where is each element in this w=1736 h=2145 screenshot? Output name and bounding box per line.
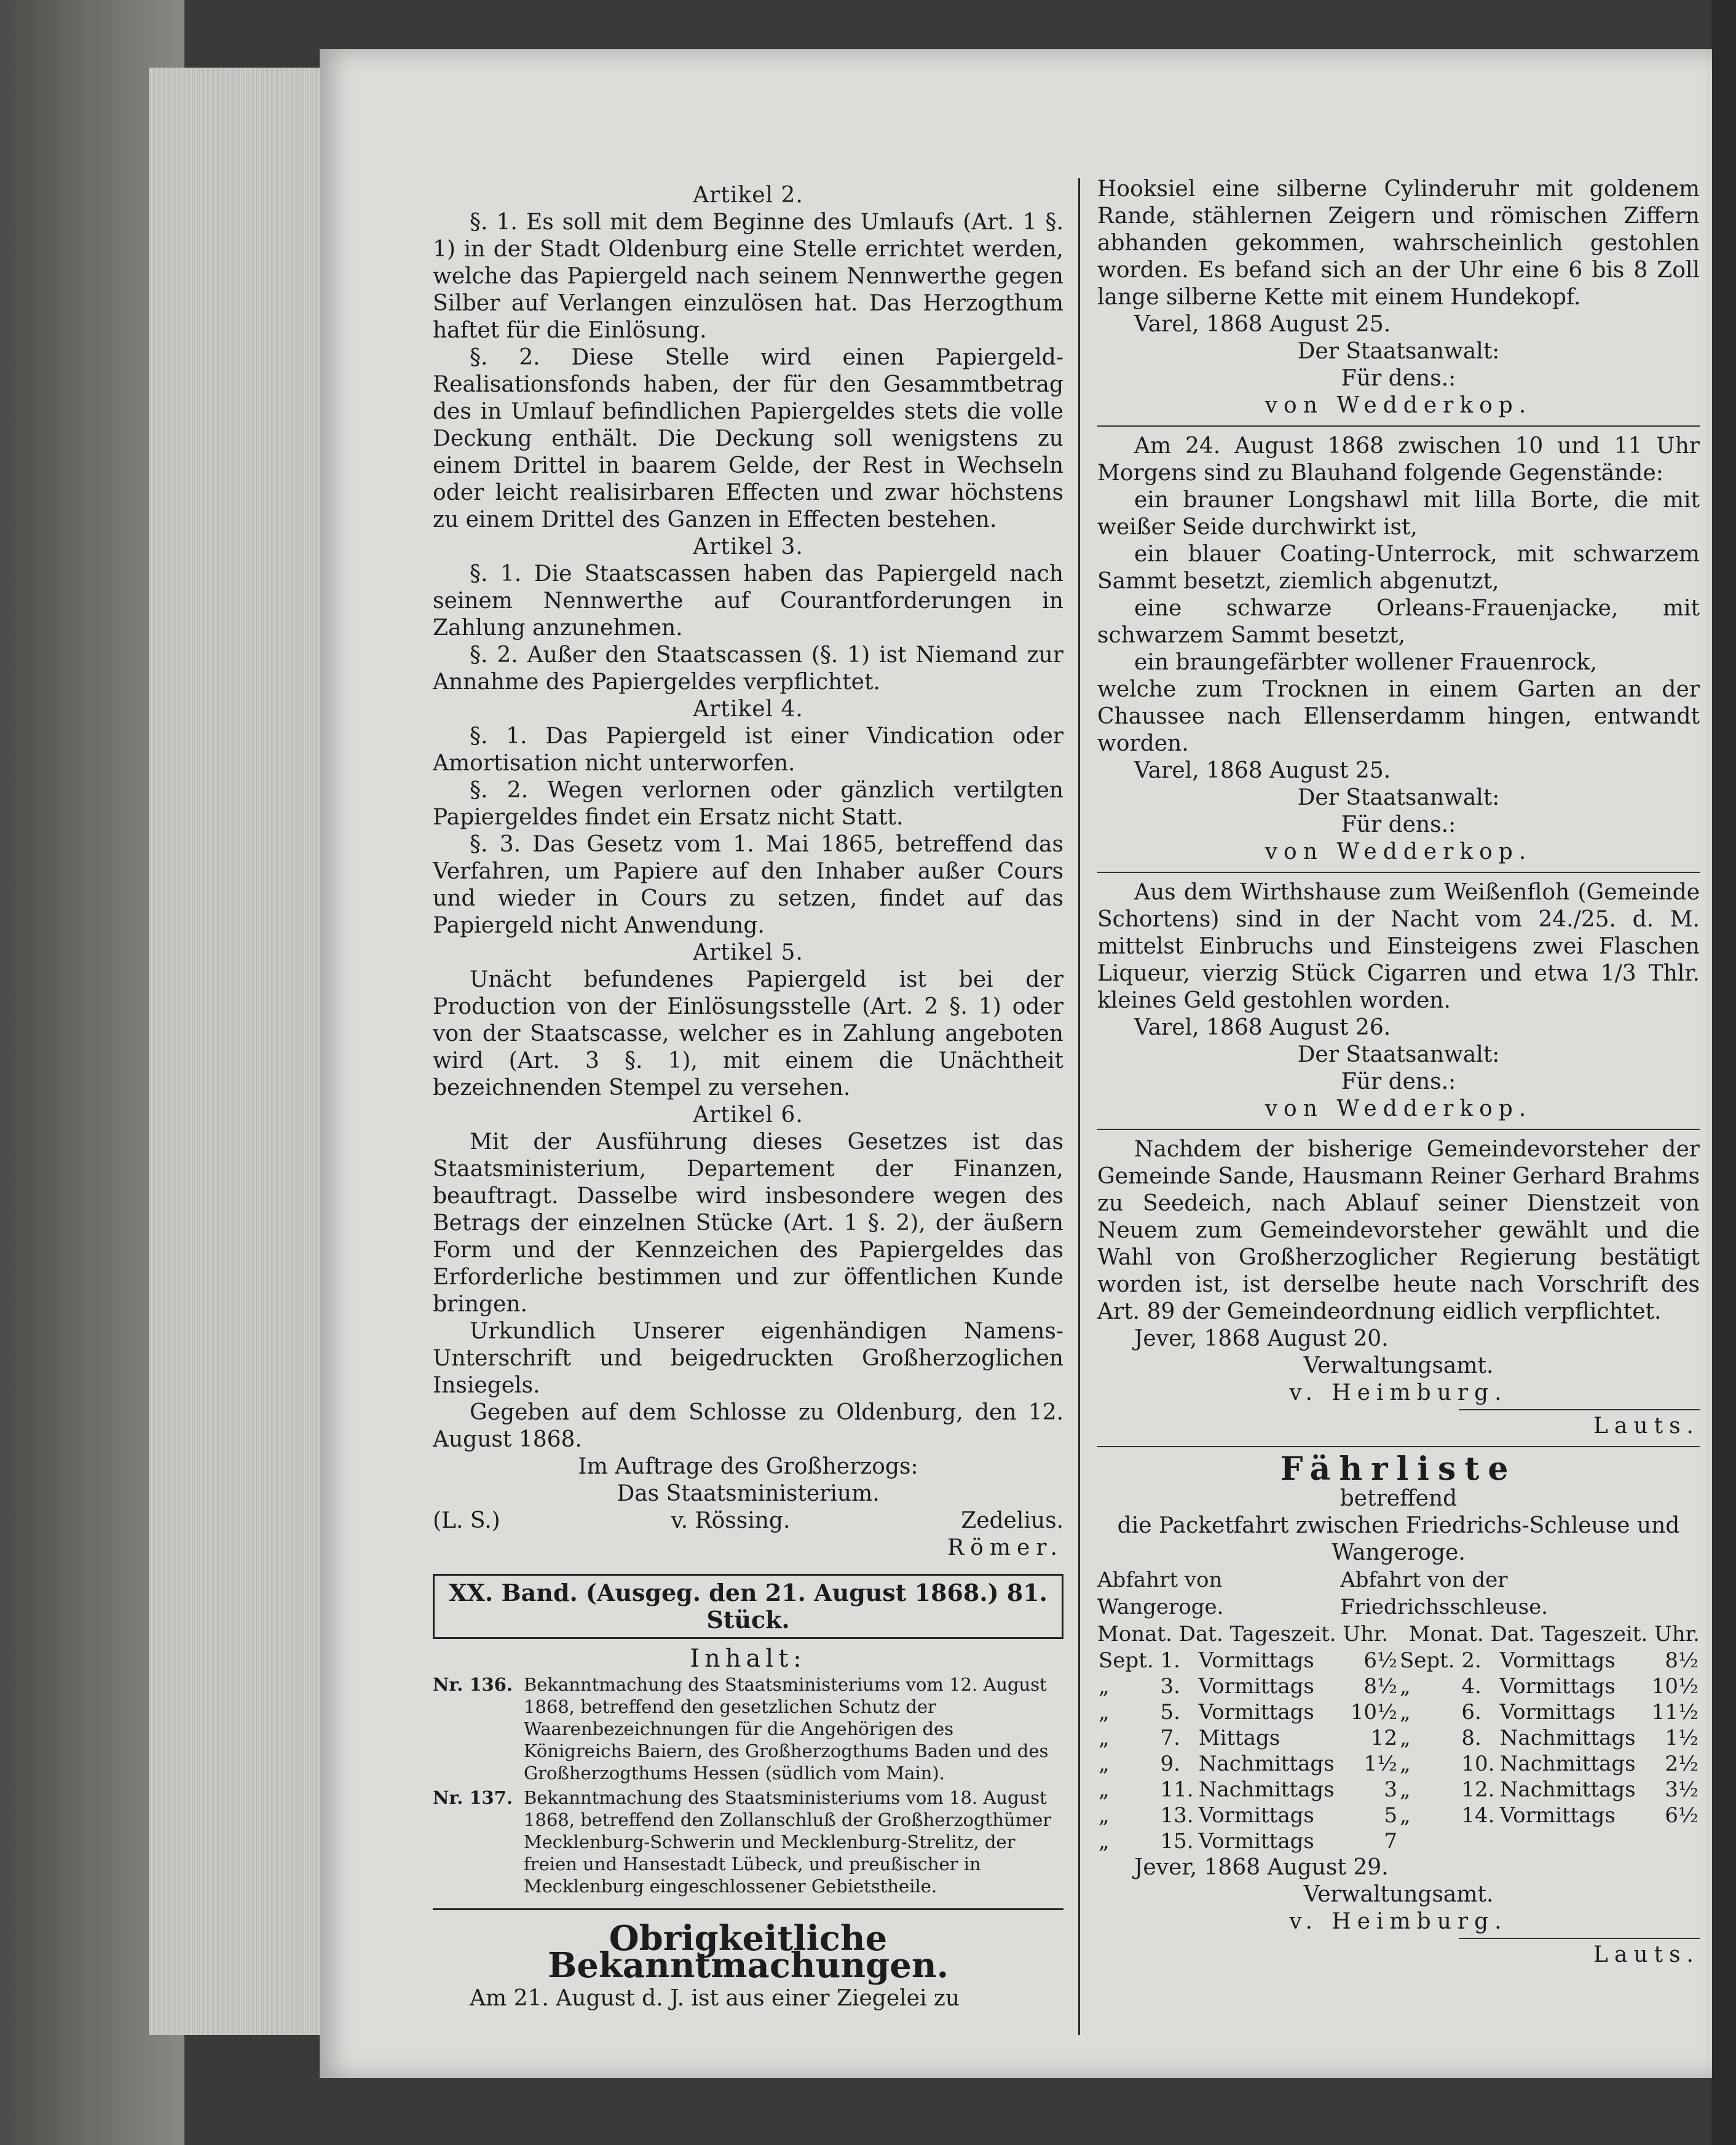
schedule-cell: 10. (1461, 1752, 1495, 1776)
article-6-para-1: Mit der Ausführung dieses Gesetzes ist das Staatsministerium, Departement der Finanzen, beauftragt. Dasselbe wird insbesondere wegen des Betrags der einzelnen Stücke (Art. 1 §. 2), der äußern Form und der Kennzeichen des Papiergeldes das Erforderliche bestimmen und zur öffentlichen Kunde bringen. (433, 1129, 1063, 1317)
faehrliste-betreffend: betreffend (1339, 1486, 1458, 1511)
schedule-row (1097, 1648, 1700, 1673)
schedule-cell: 1. (1160, 1648, 1180, 1673)
schedule-cell: 10½ (1350, 1700, 1397, 1724)
schedule-cell: 8½ (1363, 1674, 1397, 1699)
schedule-cell: Vormittags (1198, 1700, 1314, 1724)
header-from-friedrichsschleuse: Abfahrt von der Friedrichsschleuse. (1340, 1568, 1548, 1619)
schedule-cell: Sept. (1099, 1648, 1154, 1673)
schedule-cell: 10½ (1651, 1674, 1699, 1699)
schedule-row (1097, 1777, 1700, 1803)
divider (1097, 425, 1700, 427)
schedule-cell: 5 (1384, 1803, 1397, 1828)
article-4-para-3: §. 3. Das Gesetz vom 1. Mai 1865, betreffend das Verfahren, um Papiere auf den Inhaber außer Cours und wieder in Cours zu setzen, findet auf das Papiergeld nicht Anwendung. (433, 832, 1063, 938)
schedule-cell: 6. (1461, 1700, 1482, 1724)
schedule-cell: Mittags (1198, 1726, 1280, 1750)
notice-4-office: Verwaltungsamt. (1303, 1353, 1494, 1378)
notice-3-date: Varel, 1868 August 26. (1134, 1015, 1391, 1040)
schedule-cell: Vormittags (1499, 1700, 1616, 1724)
schedule-cell: 15. (1160, 1829, 1194, 1854)
schedule-cell: Nachmittags (1499, 1726, 1636, 1750)
article-4-heading: Artikel 4. (693, 697, 803, 722)
schedule-row (1097, 1699, 1700, 1725)
notice-4-date: Jever, 1868 August 20. (1134, 1326, 1389, 1351)
schedule-cell: 13. (1160, 1803, 1194, 1828)
signature-roemer: Römer. (947, 1535, 1063, 1560)
schedule-cell: Vormittags (1198, 1648, 1314, 1673)
schedule-cell: Nachmittags (1198, 1752, 1335, 1776)
notice-2-item: ein blauer Coating-Unterrock, mit schwarzem Sammt besetzt, ziemlich abgenutzt, (1097, 542, 1700, 594)
auftrag-line: Im Auftrage des Großherzogs: (578, 1454, 918, 1479)
faehrliste-subtitle: die Packetfahrt zwischen Friedrichs-Schleuse und Wangeroge. (1117, 1513, 1680, 1565)
schedule-cell: 6½ (1665, 1803, 1699, 1828)
schedule-cell: 12 (1370, 1726, 1397, 1750)
schedule-cell: „ (1399, 1803, 1411, 1828)
schedule-cell: „ (1099, 1829, 1110, 1854)
faehrliste-signature: v. Heimburg. (1289, 1909, 1508, 1934)
issue-band: XX. Band. (Ausgeg. den 21. August 1868.) 81. Stück. (433, 1574, 1063, 1639)
faehrliste-title: Fährliste (1280, 1450, 1517, 1488)
short-divider (1459, 1938, 1700, 1939)
notice-3-text: Aus dem Wirthshause zum Weißenfloh (Gemeinde Schortens) sind in der Nacht vom 24./25. d. M. mittelst Einbruchs und Einsteigens zwei Flaschen Liqueur, vierzig Stück Cigarren und etwa 1/3 Thlr. kleines Geld gestohlen worden. (1097, 880, 1700, 1013)
toc-number: Nr. 137. (433, 1787, 513, 1808)
header-from-wangeroge: Abfahrt von Wangeroge. (1097, 1568, 1224, 1619)
short-divider (1459, 1409, 1700, 1410)
schedule-cell: 1½ (1363, 1752, 1397, 1776)
schedule-cell: 14. (1461, 1803, 1495, 1828)
table-of-contents (433, 1645, 1063, 1910)
schedule-cell: 12. (1461, 1777, 1495, 1802)
notice-3-fuer: Für dens.: (1341, 1069, 1456, 1094)
schedule-cell: 11. (1160, 1777, 1194, 1802)
schedule-cell: Vormittags (1499, 1803, 1616, 1828)
schedule-cell: 7 (1384, 1829, 1397, 1854)
toc-number: Nr. 136. (433, 1674, 513, 1695)
schedule-cell: Nachmittags (1499, 1777, 1636, 1802)
notice-1-office: Der Staatsanwalt: (1297, 339, 1500, 364)
notice-3-signature: von Wedderkop. (1265, 1096, 1533, 1121)
schedule-cell: „ (1099, 1803, 1110, 1828)
notice-2-item: ein brauner Longshawl mit lilla Borte, die mit weißer Seide durchwirkt ist, (1097, 488, 1700, 540)
schedule-cell: 8½ (1665, 1648, 1699, 1673)
schedule-row (1097, 1828, 1700, 1854)
article-5-para-1: Unächt befundenes Papiergeld ist bei der Production von der Einlösungsstelle (Art. 2 §. 1) oder von der Staatscasse, welcher es in Zahlung angeboten wird (Art. 3 §. 1), mit einem die Unächtheit bezeichnenden Stempel zu versehen. (433, 967, 1063, 1100)
schedule-cell: 11½ (1651, 1700, 1699, 1724)
notice-4-signature-2: Lauts. (1593, 1413, 1700, 1439)
schedule-cell: 2. (1461, 1648, 1482, 1673)
book-page-edges (148, 68, 327, 2035)
article-4-para-1: §. 1. Das Papiergeld ist einer Vindication oder Amortisation nicht unterworfen. (433, 724, 1063, 776)
schedule-cell: „ (1099, 1752, 1110, 1776)
notice-4-text: Nachdem der bisherige Gemeindevorsteher der Gemeinde Sande, Hausmann Reiner Gerhard Brahms zu Seedeich, nach Ablauf seiner Dienstzeit von Neuem zum Gemeindevorsteher gewählt und die Wahl von Großherzoglicher Regierung bestätigt worden ist, ist derselbe heute nach Vorschrift des Art. 89 der Gemeindeordnung eidlich verpflichtet. (1097, 1137, 1700, 1324)
notice-1-text: Hooksiel eine silberne Cylinderuhr mit goldenem Rande, stählernen Zeigern und römischen Ziffern abhanden gekommen, wahrscheinlich gestohlen worden. Es befand sich an der Uhr eine 6 bis 8 Zoll lange silberne Kette mit einem Hundekopf. (1097, 176, 1700, 310)
schedule-cell: „ (1099, 1674, 1110, 1699)
schedule-cell: 8. (1461, 1726, 1482, 1750)
schedule-cell: Vormittags (1499, 1674, 1616, 1699)
article-3-para-1: §. 1. Die Staatscassen haben das Papiergeld nach seinem Nennwerthe auf Courantforderungen in Zahlung anzunehmen. (433, 561, 1063, 641)
notice-2-date: Varel, 1868 August 25. (1134, 758, 1391, 783)
schedule-cell (1647, 1828, 1700, 1854)
notice-1-fuer: Für dens.: (1341, 366, 1456, 391)
signature-zedelius: Zedelius. (961, 1508, 1063, 1533)
schedule-cell: 3½ (1665, 1777, 1699, 1802)
schedule-cell (1399, 1828, 1460, 1854)
notice-2-end: welche zum Trocknen in einem Garten an der Chaussee nach Ellenserdamm hingen, entwandt worden. (1097, 677, 1700, 756)
article-6-heading: Artikel 6. (693, 1102, 803, 1128)
notice-2-item: ein braungefärbter wollener Frauenrock, (1134, 650, 1597, 675)
schedule-cell: Vormittags (1198, 1803, 1314, 1828)
toc-item (433, 1787, 1063, 1897)
schedule-row (1097, 1751, 1700, 1777)
schedule-cell (1499, 1828, 1647, 1854)
article-3-para-2: §. 2. Außer den Staatscassen (§. 1) ist Niemand zur Annahme des Papiergeldes verpflichtet. (433, 642, 1063, 695)
article-2-para-2: §. 2. Diese Stelle wird einen Papiergeld-Realisationsfonds haben, der für den Gesammtbetrag des in Umlauf befindlichen Papiergeldes stets die volle Deckung enthält. Die Deckung soll wenigstens zu einem Drittel in baarem Gelde, der Rest in Wechseln oder leicht realisirbaren Effecten und zwar höchstens zu einem Drittel des Ganzen in Effecten bestehen. (433, 345, 1063, 532)
schedule-cell: „ (1399, 1752, 1411, 1776)
left-column (433, 182, 1063, 2012)
faehrliste-date: Jever, 1868 August 29. (1134, 1855, 1389, 1880)
schedule-cell: Vormittags (1499, 1648, 1616, 1673)
signature-row (433, 1507, 1063, 1535)
schedule-row (1097, 1673, 1700, 1699)
schedule-cell: „ (1099, 1726, 1110, 1750)
schedule-cell: Vormittags (1198, 1674, 1314, 1699)
schedule-cell: 4. (1461, 1674, 1482, 1699)
signature-roessing: v. Rössing. (671, 1508, 791, 1533)
notice-3-office: Der Staatsanwalt: (1297, 1042, 1500, 1067)
notice-2-item: eine schwarze Orleans-Frauenjacke, mit schwarzem Sammt besetzt, (1097, 596, 1700, 648)
schedule-row (1097, 1803, 1700, 1828)
schedule-cell: 9. (1160, 1752, 1180, 1776)
notice-2-office: Der Staatsanwalt: (1297, 785, 1500, 810)
notice-4-signature: v. Heimburg. (1289, 1380, 1508, 1405)
schedule-row (1097, 1725, 1700, 1751)
schedule-headers (1097, 1566, 1700, 1621)
schedule-cell: Vormittags (1198, 1829, 1314, 1854)
schedule-cell: 2½ (1665, 1752, 1699, 1776)
schedule-cell: Nachmittags (1499, 1752, 1636, 1776)
divider (1097, 872, 1700, 873)
schedule-cell: „ (1099, 1700, 1110, 1724)
notice-1-start: Am 21. August d. J. ist aus einer Ziegelei zu (470, 1986, 960, 2011)
seal-mark: (L. S.) (433, 1508, 500, 1533)
schedule-table (1097, 1648, 1700, 1854)
schedule-cell: Nachmittags (1198, 1777, 1335, 1802)
notice-1-signature: von Wedderkop. (1265, 393, 1533, 418)
section-title: Obrigkeitliche Bekanntmachungen. (547, 1918, 949, 1986)
schedule-cell: 3 (1384, 1777, 1397, 1802)
divider (1097, 1446, 1700, 1447)
column-header-right: Monat. Dat. Tageszeit. Uhr. (1408, 1622, 1700, 1646)
schedule-cell (1460, 1828, 1498, 1854)
faehrliste-office: Verwaltungsamt. (1303, 1882, 1494, 1907)
article-2-para-1: §. 1. Es soll mit dem Beginne des Umlaufs (Art. 1 §. 1) in der Stadt Oldenburg eine Stelle errichtet werden, welche das Papiergeld nach seinem Nennwerthe gegen Silber auf Verlangen einzulösen hat. Das Herzogthum haftet für die Einlösung. (433, 210, 1063, 343)
schedule-cell: „ (1099, 1777, 1110, 1802)
notice-1-date: Varel, 1868 August 25. (1134, 312, 1391, 337)
notice-2-intro: Am 24. August 1868 zwischen 10 und 11 Uhr Morgens sind zu Blauhand folgende Gegenstände: (1097, 433, 1700, 486)
article-5-heading: Artikel 5. (693, 940, 803, 965)
schedule-cell: „ (1399, 1674, 1411, 1699)
toc-item (433, 1673, 1063, 1784)
faehrliste-signature-2: Lauts. (1593, 1942, 1700, 1967)
book-background-right (1711, 0, 1736, 2145)
toc-title: Inhalt: (690, 1645, 807, 1673)
column-header-left: Monat. Dat. Tageszeit. Uhr. (1097, 1622, 1389, 1646)
article-3-heading: Artikel 3. (693, 534, 803, 559)
schedule-cell: 7. (1160, 1726, 1180, 1750)
ministerium-line: Das Staatsministerium. (617, 1481, 880, 1506)
schedule-cell: 3. (1160, 1674, 1180, 1699)
schedule-cell: „ (1399, 1777, 1411, 1802)
article-6-para-3: Gegeben auf dem Schlosse zu Oldenburg, den 12. August 1868. (433, 1400, 1063, 1452)
article-2-heading: Artikel 2. (693, 183, 803, 208)
notice-2-signature: von Wedderkop. (1265, 839, 1533, 864)
schedule-cell: 1½ (1665, 1726, 1699, 1750)
right-column (1097, 176, 1700, 1969)
schedule-cell: 5. (1160, 1700, 1180, 1724)
notice-2-fuer: Für dens.: (1341, 812, 1456, 837)
schedule-cell: 6½ (1363, 1648, 1397, 1673)
toc-text: Bekanntmachung des Staatsministeriums vom 12. August 1868, betreffend den gesetzlichen Schutz der Waarenbezeichnungen für die Angehörigen des Königreichs Baiern, des Großherzogthums Baden und des Großherzogthums Hessen (südlich vom Main). (523, 1674, 1049, 1784)
article-4-para-2: §. 2. Wegen verlornen oder gänzlich vertilgten Papiergeldes findet ein Ersatz nicht Statt. (433, 778, 1063, 830)
column-divider (1078, 178, 1080, 2035)
schedule-column-headers (1097, 1621, 1700, 1648)
schedule-cell: „ (1399, 1726, 1411, 1750)
schedule-cell: Sept. (1399, 1648, 1455, 1673)
schedule-cell: „ (1399, 1700, 1411, 1724)
article-6-para-2: Urkundlich Unserer eigenhändigen Namens-Unterschrift und beigedruckten Großherzoglichen Insiegels. (433, 1319, 1063, 1398)
toc-text: Bekanntmachung des Staatsministeriums vom 18. August 1868, betreffend den Zollanschluß der Großherzogthümer Mecklenburg-Schwerin und Mecklenburg-Strelitz, der freien und Hansestadt Lübeck, und preußischer in Mecklenburg eingeschlossener Gebietstheile. (523, 1787, 1052, 1897)
divider (1097, 1129, 1700, 1130)
